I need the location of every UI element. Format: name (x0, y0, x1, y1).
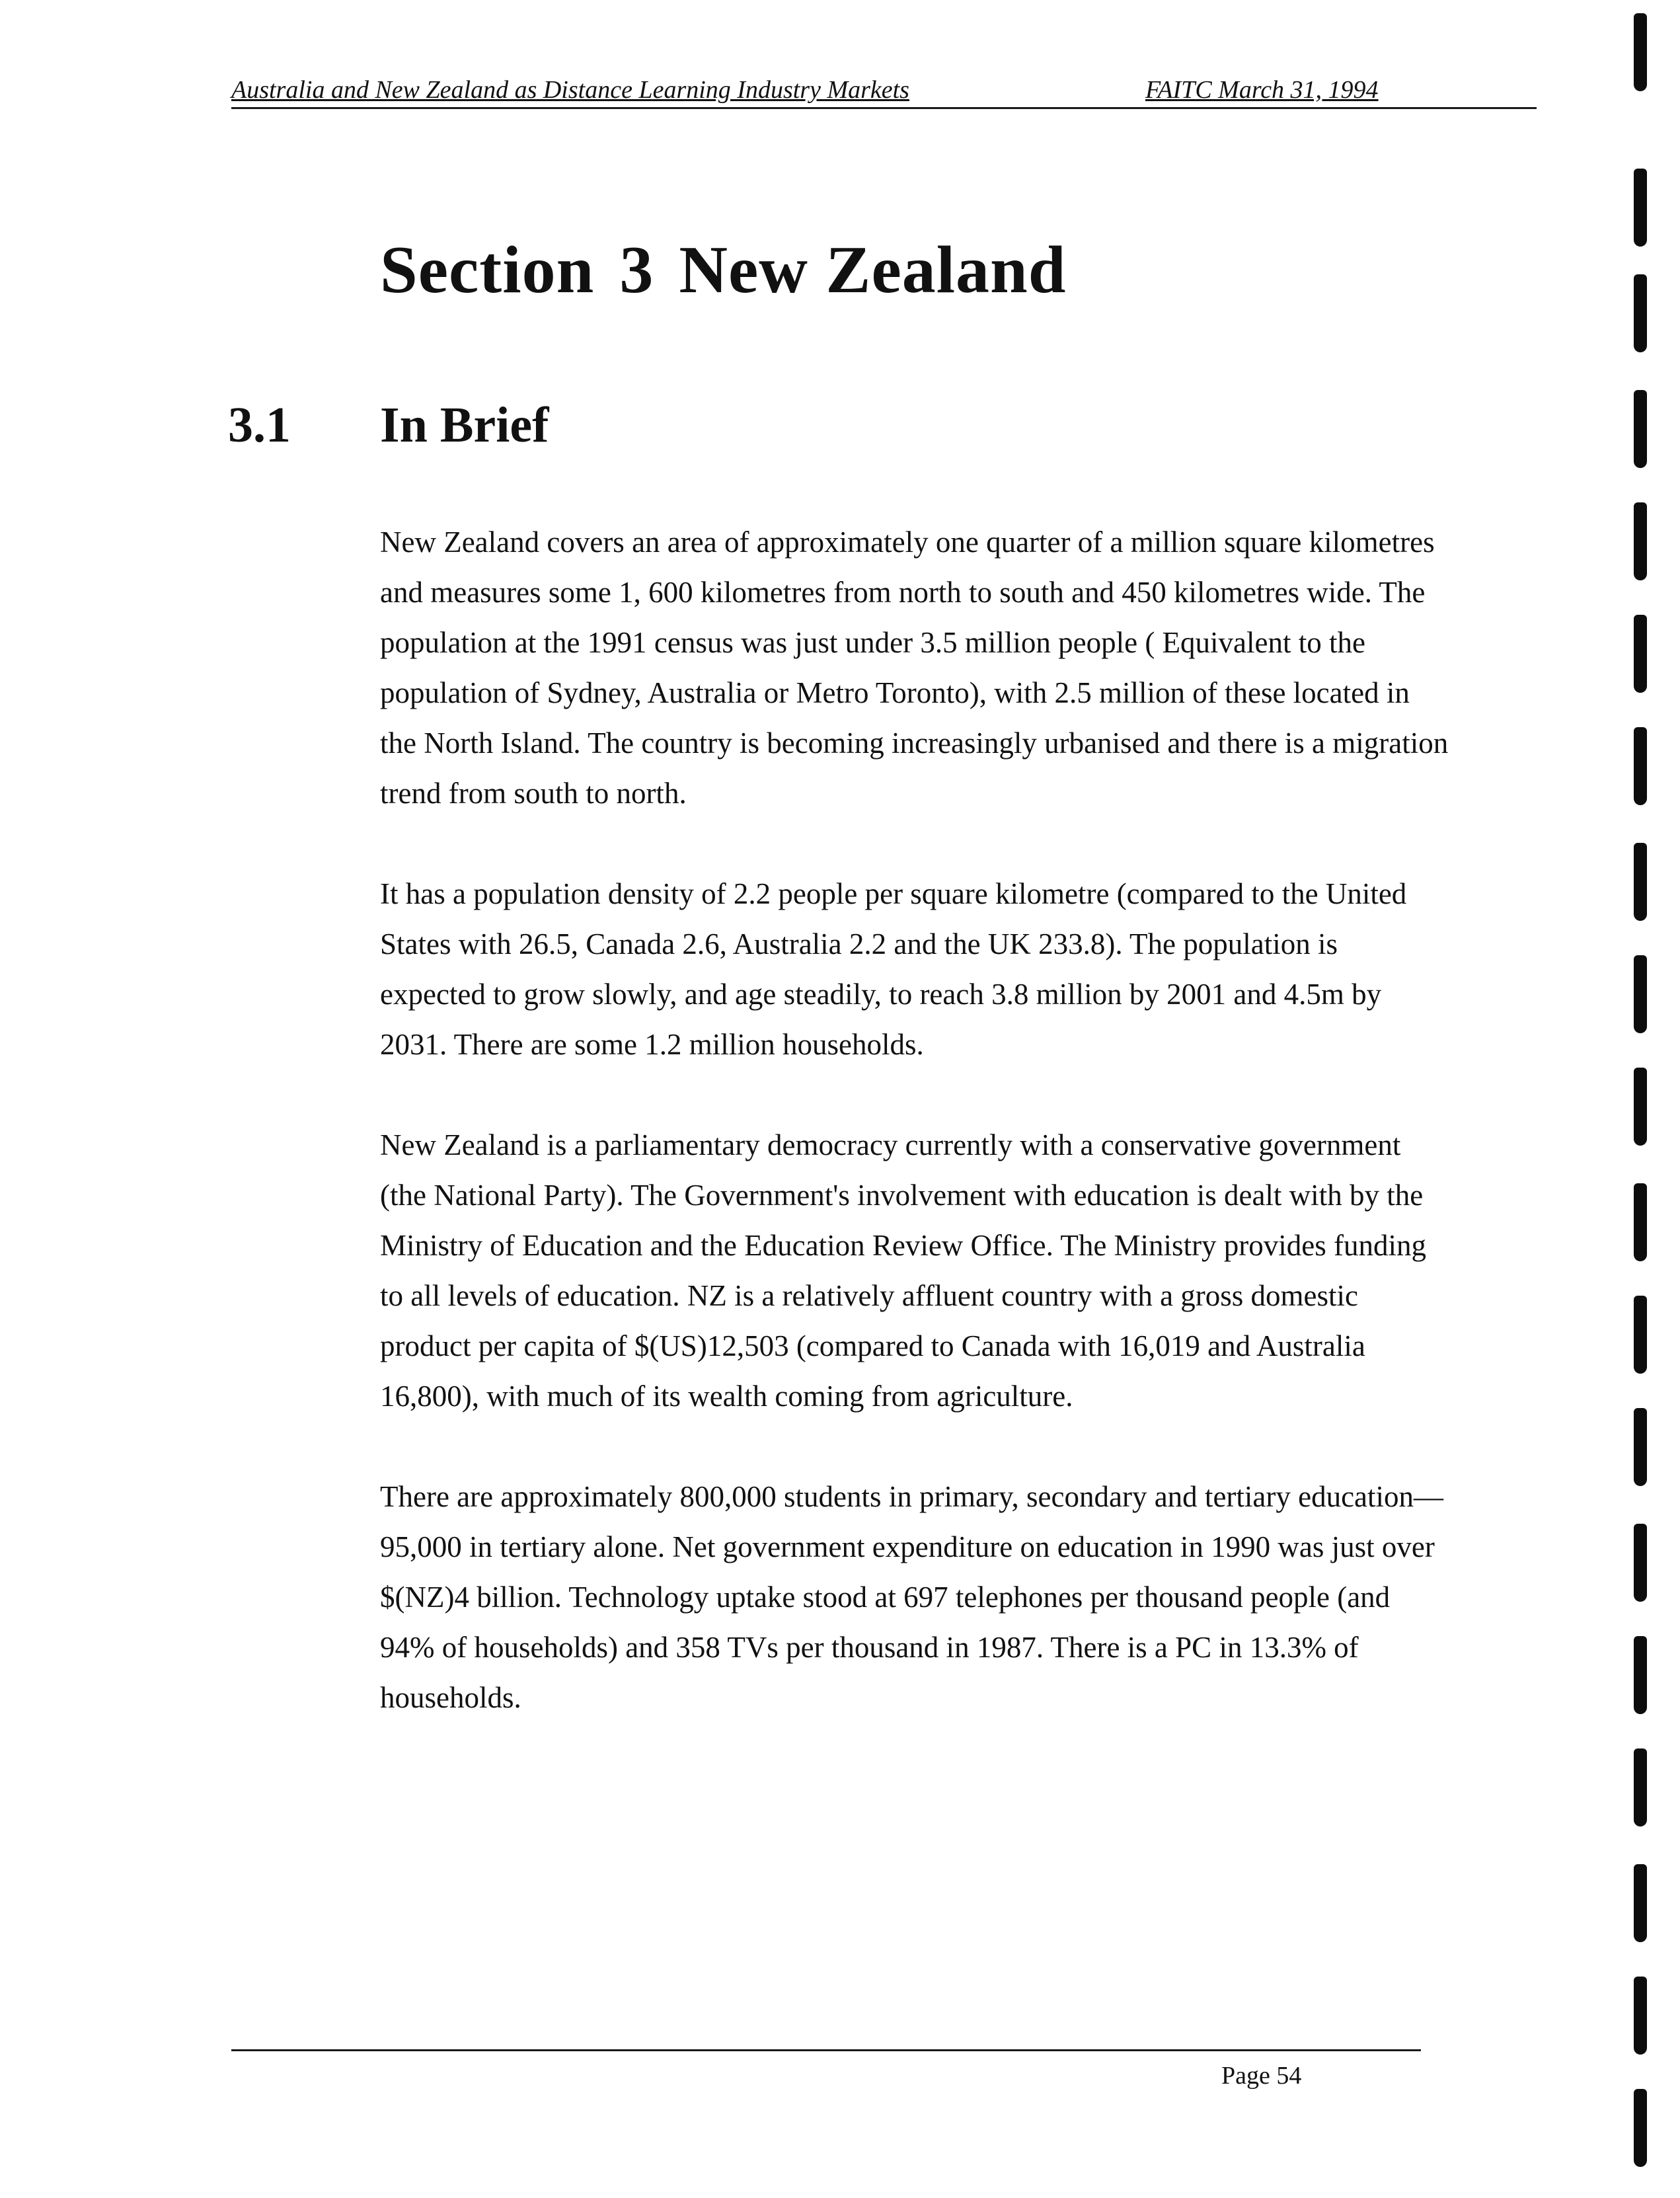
binding-hole (1634, 2089, 1647, 2167)
section-word: Section (380, 233, 595, 307)
binding-hole (1634, 1183, 1647, 1261)
header-title: Australia and New Zealand as Distance Learning Industry Markets (231, 76, 909, 104)
binding-hole (1634, 615, 1647, 693)
binding-hole (1634, 1864, 1647, 1942)
binding-hole (1634, 13, 1647, 91)
binding-hole (1634, 1068, 1647, 1146)
paragraph: New Zealand covers an area of approximately one quarter of a million square kilometres and measures some 1, 600 kilometres from north to south and 450 kilometres wide. The population at the 1991 census was just under 3.5 million people ( Equivalent to the population of Sydney, Australia or Metro Toronto), with 2.5 million of these located in the North Island. The country is becoming increasingly urbanised and there is a migration trend from south to north. (380, 526, 1449, 810)
paragraph: There are approximately 800,000 students in primary, secondary and tertiary education—95,000 in tertiary alone. Net government expenditure on education in 1990 was just over $(NZ)4 billion. Technology uptake stood at 697 telephones per thousand people (and 94% of households) and 358 TVs per thousand in 1987. There is a PC in 13.3% of households. (380, 1480, 1444, 1714)
section-title-text: New Zealand (679, 233, 1067, 307)
binding-hole (1634, 1296, 1647, 1374)
binding-hole (1634, 843, 1647, 921)
subsection-number: 3.1 (228, 397, 291, 453)
header-date: FAITC March 31, 1994 (1145, 76, 1379, 104)
paragraph: It has a population density of 2.2 people per square kilometre (compared to the United States with 26.5, Canada 2.6, Australia 2.2 and the UK 233.8). The population is expected to grow slowly, and age steadily, to reach 3.8 million by 2001 and 4.5m by 2031. There are some 1.2 million households. (380, 877, 1407, 1061)
binding-hole (1634, 502, 1647, 580)
body-text (380, 517, 1451, 1773)
binding-hole (1634, 169, 1647, 247)
binding-holes (1624, 0, 1664, 2198)
section-number: 3 (619, 233, 654, 307)
section-heading (380, 231, 1092, 309)
subsection-title: In Brief (380, 397, 549, 453)
binding-hole (1634, 1524, 1647, 1602)
binding-hole (1634, 1408, 1647, 1486)
binding-hole (1634, 955, 1647, 1033)
binding-hole (1634, 1748, 1647, 1826)
binding-hole (1634, 1977, 1647, 2055)
running-header (231, 74, 1537, 109)
binding-hole (1634, 390, 1647, 468)
binding-hole (1634, 274, 1647, 352)
paragraph: New Zealand is a parliamentary democracy currently with a conservative government (the National Party). The Government's involvement with education is dealt with by the Ministry of Education and the Education Review Office. The Ministry provides funding to all levels of education. NZ is a relatively affluent country with a gross domestic product per capita of $(US)12,503 (compared to Canada with 16,019 and Australia 16,800), with much of its wealth coming from agriculture. (380, 1128, 1427, 1413)
page-number: Page 54 (1221, 2062, 1302, 2090)
binding-hole (1634, 1636, 1647, 1714)
binding-hole (1634, 727, 1647, 805)
footer-rule (231, 2049, 1421, 2051)
